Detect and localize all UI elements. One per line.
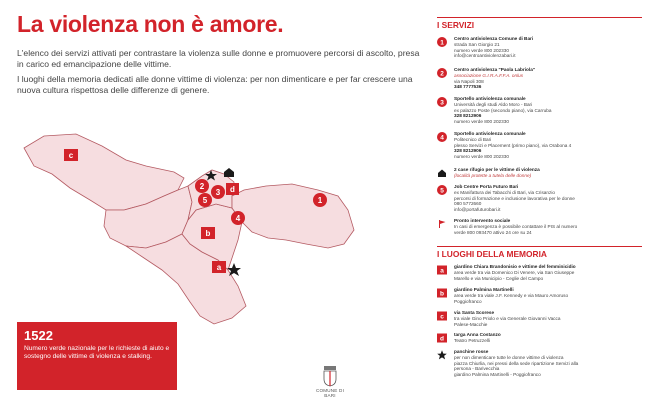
helpline-number: 1522 [24,328,53,343]
map-district-japigia [232,184,354,248]
service-item-body: Job Centre Porta Futuro Bari ex Manifattura dei Tabacchi di Bari, via Crisanzio percorsi di formazione e inclusione lavorativa per le donne 080 5772660 info@portafuturobari.it [454,184,575,213]
service-item-body: Sportello antiviolenza comunale Politecnico di Bari plesso Servizi e Placement (primo piano), via Orabona 4 328 8212906 numero verde 800 202330 [454,131,572,160]
memory-item-body: via Santa Scorese tra viale Gino Priolo e via Generale Giovanni Vacca Palese-Macchie [454,310,561,327]
map-marker-4 [231,211,245,225]
svg-text:3: 3 [215,188,221,197]
map-marker-3 [211,185,225,199]
intro-services: L'elenco dei servizi attivati per contrastare la violenza sulle donne e promuovere percorsi di ascolto, presa in carico ed emancipazione delle vittime. [17,48,420,69]
map-marker-a [212,261,226,273]
helpline-box [17,322,177,390]
marker-2-icon [437,68,447,78]
map-marker-b [201,227,215,239]
comune-logo [310,365,350,398]
map-marker-c [64,149,78,161]
svg-text:2: 2 [199,182,205,191]
marker-5-icon [437,185,447,195]
service-item-body: Pronto intervento sociale In casi di emergenza è possibile contattare il PIS al numero verde 800 093470 attivo 24 ore su 24 [454,218,578,235]
memory-heading: I LUOGHI DELLA MEMORIA [437,246,642,259]
intro-memory: I luoghi della memoria dedicati alle donne vittime di violenza: per non dimenticare e per far crescere una nuova cultura rispettosa delle differenze di genere. [17,74,413,95]
services-heading: I SERVIZI [437,17,642,30]
map-marker-1 [313,193,327,207]
service-item-body: 2 case rifugio per le vittime di violenza (località protette a tutela delle donne) [454,167,540,178]
helpline-text: Numero verde nazionale per le richieste di aiuto e sostegno delle vittime di violenza e stalking. [24,345,170,361]
service-item-body: Sportello antiviolenza comunale Università degli studi Aldo Moro - Bari ex palazzo Poste (secondo piano), via Carruba 328 8212906 numero verde 800 202330 [454,96,552,125]
marker-3-icon [437,97,447,107]
memory-item-body: giardino Palmina Martinelli area verde tra viale J.F. Kennedy e via Mauro Amoruso Poggiofranco [454,287,569,304]
marker-1-icon [437,37,447,47]
marker-c-icon [437,311,447,321]
emergency-icon [437,219,447,229]
svg-text:5: 5 [202,196,208,205]
svg-text:d: d [440,335,444,343]
svg-text:4: 4 [440,134,444,142]
map-marker-2 [195,179,209,193]
page-title: La violenza non è amore. [17,11,284,37]
marker-a-icon [437,265,447,275]
memory-item-body: giardino Chiara Brandonisio e vittime del femminicidio area verde tra via Domenico Di Venere, via San Giuseppe Marello e via Municipio - Ceglie del Campo [454,264,576,281]
marker-d-icon [437,333,447,343]
svg-text:4: 4 [235,214,241,223]
service-item-body: Centro antiviolenza "Paola Labriola" associazione G.I.R.A.F.F.A. onlus via Napoli 308 348 7777536 [454,67,536,90]
map-marker-d [226,183,239,195]
svg-text:d: d [230,185,235,194]
map-marker-5 [198,193,212,207]
logo-caption: COMUNE DI BARI [315,388,345,398]
house-icon [437,168,447,178]
svg-text:a: a [216,263,222,272]
svg-text:b: b [440,290,444,298]
marker-4-icon [437,132,447,142]
svg-text:a: a [440,267,444,275]
bari-districts-map [6,130,370,330]
service-item-body: Centro antiviolenza Comune di Bari strada San Giorgio 21 numero verde 800 202330 info@centroantiviolenzabari.it [454,36,534,59]
svg-text:5: 5 [440,187,444,195]
svg-text:1: 1 [317,196,323,205]
marker-b-icon [437,288,447,298]
svg-text:3: 3 [440,99,444,107]
house-icon [224,168,234,177]
svg-text:2: 2 [440,70,444,78]
svg-text:1: 1 [440,39,444,47]
svg-text:b: b [205,229,211,238]
coat-of-arms-icon [322,365,338,387]
memory-item-body: panchine rosse per non dimenticare tutte le donne vittime di violenza piazza Chiurlia, nei pressi della sede ripartizione Servizi alla persona - Barivecchia giardino Palmina Martinelli - Poggiofranco [454,349,579,378]
services-sidebar [437,5,642,405]
svg-text:c: c [68,151,74,160]
star-icon [437,350,447,360]
svg-text:c: c [440,313,444,321]
memory-item-body: targa Anna Costanzo Teatro Petruzzelli [454,332,501,343]
